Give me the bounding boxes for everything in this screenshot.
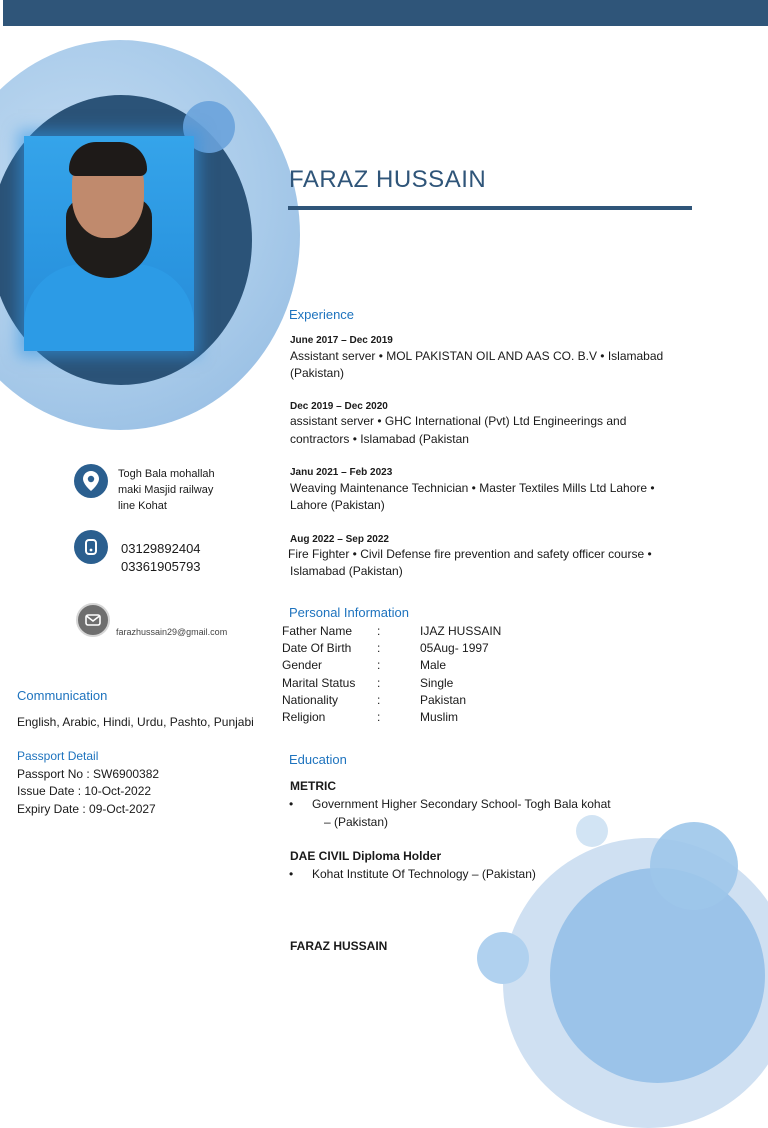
education-title: METRIC xyxy=(290,779,336,793)
candidate-name: FARAZ HUSSAIN xyxy=(289,166,487,193)
field-label: Date Of Birth xyxy=(282,641,352,655)
experience-dates: Janu 2021 – Feb 2023 xyxy=(290,467,393,478)
passport-expiry-date: Expiry Date : 09-Oct-2027 xyxy=(17,802,156,816)
experience-detail: Islamabad (Pakistan) xyxy=(290,564,403,578)
phone-number[interactable]: 03361905793 xyxy=(121,559,201,574)
education-title: DAE CIVIL Diploma Holder xyxy=(290,849,442,863)
education-detail: – (Pakistan) xyxy=(324,815,389,829)
bullet-mark: • xyxy=(289,867,294,881)
field-value: 05Aug- 1997 xyxy=(420,641,489,655)
field-label: Gender xyxy=(282,658,323,672)
field-separator: : xyxy=(377,641,381,655)
decorative-circle xyxy=(650,822,738,910)
phone-number[interactable]: 03129892404 xyxy=(121,541,201,556)
education-detail: Kohat Institute Of Technology – (Pakistan) xyxy=(312,867,536,881)
field-value: Single xyxy=(420,676,454,690)
languages-text: English, Arabic, Hindi, Urdu, Pashto, Punjabi xyxy=(17,715,254,729)
name-underline xyxy=(288,206,692,210)
experience-detail: assistant server • GHC International (Pvt) Ltd Engineerings and xyxy=(290,414,627,428)
phone-icon xyxy=(74,530,108,564)
experience-detail: Fire Fighter • Civil Defense fire prevention and safety officer course • xyxy=(288,547,652,561)
field-value: IJAZ HUSSAIN xyxy=(420,624,502,638)
field-separator: : xyxy=(377,658,381,672)
field-label: Nationality xyxy=(282,693,339,707)
education-detail: Government Higher Secondary School- Togh Bala kohat xyxy=(312,797,611,811)
decorative-circle xyxy=(477,932,529,984)
experience-dates: Dec 2019 – Dec 2020 xyxy=(290,401,388,412)
experience-detail: (Pakistan) xyxy=(290,366,345,380)
passport-number: Passport No : SW6900382 xyxy=(17,767,160,781)
experience-detail: Lahore (Pakistan) xyxy=(290,498,385,512)
field-label: Marital Status xyxy=(282,676,356,690)
email-icon xyxy=(76,603,110,637)
address-block xyxy=(118,466,215,514)
email-address[interactable]: farazhussain29@gmail.com xyxy=(116,627,228,637)
address-line: Togh Bala mohallah xyxy=(118,468,215,480)
experience-detail: Assistant server • MOL PAKISTAN OIL AND AAS CO. B.V • Islamabad xyxy=(290,349,664,363)
experience-dates: June 2017 – Dec 2019 xyxy=(290,335,393,346)
experience-detail: Weaving Maintenance Technician • Master Textiles Mills Ltd Lahore • xyxy=(290,481,655,495)
field-label: Religion xyxy=(282,710,326,724)
field-value: Muslim xyxy=(420,710,458,724)
experience-detail: contractors • Islamabad (Pakistan xyxy=(290,432,469,446)
passport-issue-date: Issue Date : 10-Oct-2022 xyxy=(17,784,152,798)
profile-photo xyxy=(24,136,194,351)
field-value: Male xyxy=(420,658,447,672)
personal-info-heading: Personal Information xyxy=(289,605,409,620)
decorative-circle xyxy=(550,868,765,1083)
field-separator: : xyxy=(377,676,381,690)
address-line: maki Masjid railway xyxy=(118,484,214,496)
field-separator: : xyxy=(377,624,381,638)
field-separator: : xyxy=(377,710,381,724)
bullet-mark: • xyxy=(289,797,294,811)
phone-block xyxy=(121,540,201,576)
top-banner xyxy=(3,0,768,26)
address-line: line Kohat xyxy=(118,500,167,512)
passport-heading: Passport Detail xyxy=(17,749,99,763)
field-label: Father Name xyxy=(282,624,353,638)
location-pin-icon xyxy=(74,464,108,498)
signature-name: FARAZ HUSSAIN xyxy=(290,939,388,953)
field-value: Pakistan xyxy=(420,693,467,707)
experience-heading: Experience xyxy=(289,307,355,322)
photo-hair xyxy=(69,142,147,176)
education-heading: Education xyxy=(289,752,347,767)
experience-dates: Aug 2022 – Sep 2022 xyxy=(290,534,389,545)
decorative-circle xyxy=(576,815,608,847)
communication-heading: Communication xyxy=(17,688,108,703)
field-separator: : xyxy=(377,693,381,707)
